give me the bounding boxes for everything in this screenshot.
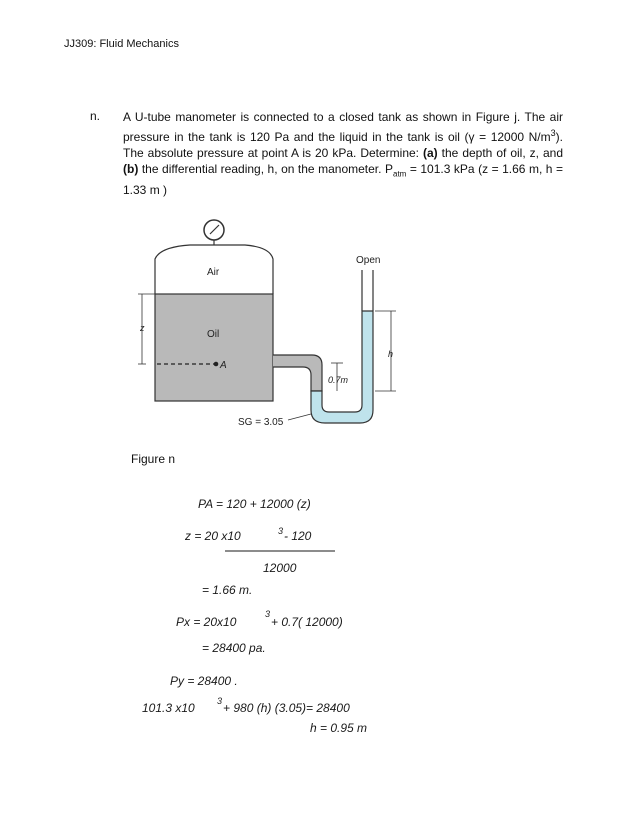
question-text-part: A U-tube manometer is connected to a closed tank as shown in Figure j. The air pressure in the tank is 120 Pa and the liquid in the tank is oil (γ = 12000 N/m [123, 110, 563, 144]
solution-superscript: 3 [217, 696, 223, 706]
pipe [273, 355, 322, 391]
question-text [123, 109, 563, 198]
solution-line: + 980 (h) (3.05)= 28400 [223, 701, 350, 715]
solution-line: z = 20 x10 [185, 529, 241, 543]
solution-superscript: 3 [278, 526, 284, 536]
solution-line: Py = 28400 . [170, 674, 238, 688]
part-a-label: (a) [423, 146, 438, 160]
solution-line: 101.3 x10 [142, 701, 195, 715]
solution-line: - 120 [284, 529, 312, 543]
question-text-part: = 101.3 kPa (z = 1.66 m, h = 1.33 m ) [123, 162, 563, 198]
solution-line: 12000 [263, 561, 297, 575]
open-label: Open [356, 255, 381, 266]
superscript: 3 [550, 128, 556, 138]
solution-line: Px = 20x10 [176, 615, 237, 629]
sg-leader-line [288, 414, 311, 420]
h-label: h [388, 349, 394, 359]
solution-line: h = 0.95 m [310, 721, 368, 735]
page-header: JJ309: Fluid Mechanics [64, 38, 179, 50]
solution-line: PA = 120 + 12000 (z) [198, 497, 311, 511]
solution-line: + 0.7( 12000) [271, 615, 343, 629]
manometer-figure [130, 215, 400, 435]
air-label: Air [207, 267, 220, 278]
question-text-part: the differential reading, h, on the manometer. P [138, 162, 393, 176]
handwritten-solution [130, 480, 470, 740]
subscript: atm [393, 169, 407, 179]
sg-label: SG = 3.05 [238, 417, 284, 428]
part-b-label: (b) [123, 162, 139, 176]
point-a-marker [214, 362, 219, 367]
z-label: z [140, 323, 145, 333]
question-text-part: the depth of oil, z, and [437, 146, 563, 160]
point-a-label: A [220, 360, 227, 371]
solution-superscript: 3 [265, 609, 271, 619]
question-number: n. [90, 109, 101, 123]
question-text-part: ). The absolute pressure at point A is 20 kPa. Determine: [123, 130, 563, 160]
solution-line: = 1.66 m. [202, 583, 253, 597]
depth-label: 0.7m [328, 375, 349, 385]
oil-label: Oil [207, 329, 220, 340]
solution-line: = 28400 pa. [202, 641, 266, 655]
oil-region [155, 294, 273, 401]
figure-caption: Figure n [131, 452, 176, 466]
